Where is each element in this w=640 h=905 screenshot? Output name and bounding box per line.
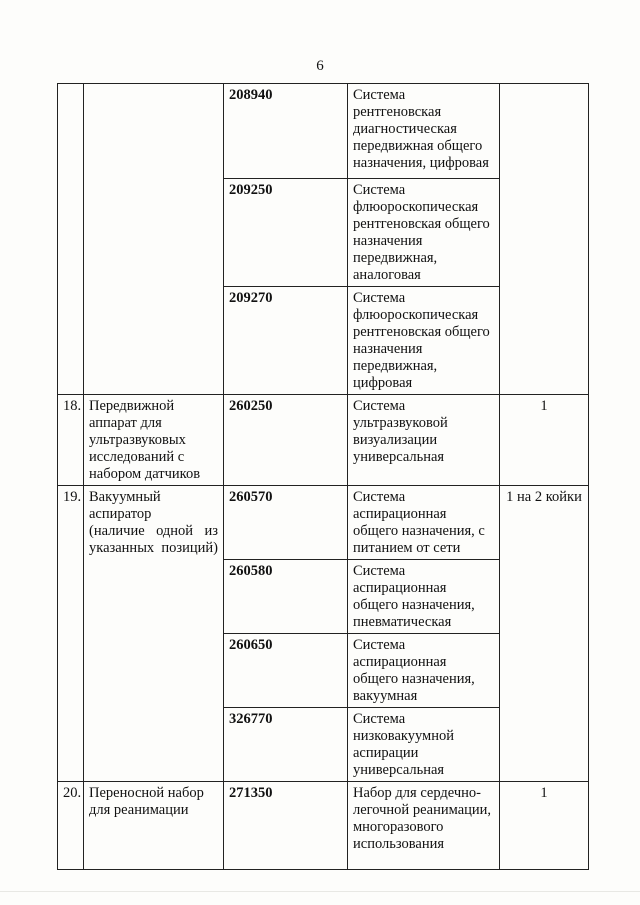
item-description: Система аспирационная общего назначения, пневматическая [348,560,500,634]
nomenclature-code: 260250 [224,395,348,486]
item-description: Система низковакуумной аспирации универсальная [348,708,500,782]
item-description: Система аспирационная общего назначения, вакуумная [348,634,500,708]
nomenclature-code: 326770 [224,708,348,782]
nomenclature-code: 260650 [224,634,348,708]
equipment-name: Переносной набор для реанимации [84,782,224,870]
equipment-name-cell [84,486,224,782]
quantity [500,84,589,395]
table-row [58,486,589,560]
quantity: 1 [500,782,589,870]
row-number: 20. [58,782,84,870]
item-description: Система флюороскопическая рентгеновская общего назначения передвижная, цифровая [348,287,500,395]
table-row [58,782,589,870]
equipment-name: Передвижной аппарат для ультразвуковых исследований с набором датчиков [84,395,224,486]
nomenclature-code: 271350 [224,782,348,870]
nomenclature-code: 208940 [224,84,348,179]
item-description: Система аспирационная общего назначения, с питанием от сети [348,486,500,560]
nomenclature-code: 260580 [224,560,348,634]
row-number: 19. [58,486,84,782]
row-number: 18. [58,395,84,486]
item-description: Система рентгеновская диагностическая передвижная общего назначения, цифровая [348,84,500,179]
equipment-name: Вакуумный аспиратор [89,489,161,522]
item-description: Система ультразвуковой визуализации универсальная [348,395,500,486]
equipment-table [57,83,589,870]
item-description: Набор для сердечно-легочной реанимации, многоразового использования [348,782,500,870]
nomenclature-code: 209270 [224,287,348,395]
equipment-name [84,84,224,395]
table-row [58,395,589,486]
quantity: 1 [500,395,589,486]
scan-edge-line [0,891,640,892]
nomenclature-code: 209250 [224,179,348,287]
row-number [58,84,84,395]
item-description: Система флюороскопическая рентгеновская общего назначения передвижная, аналоговая [348,179,500,287]
equipment-name-note: (наличие одной из указанных позиций) [89,523,218,556]
quantity: 1 на 2 койки [500,486,589,782]
page-number: 6 [316,58,324,74]
nomenclature-code: 260570 [224,486,348,560]
table-row [58,84,589,179]
